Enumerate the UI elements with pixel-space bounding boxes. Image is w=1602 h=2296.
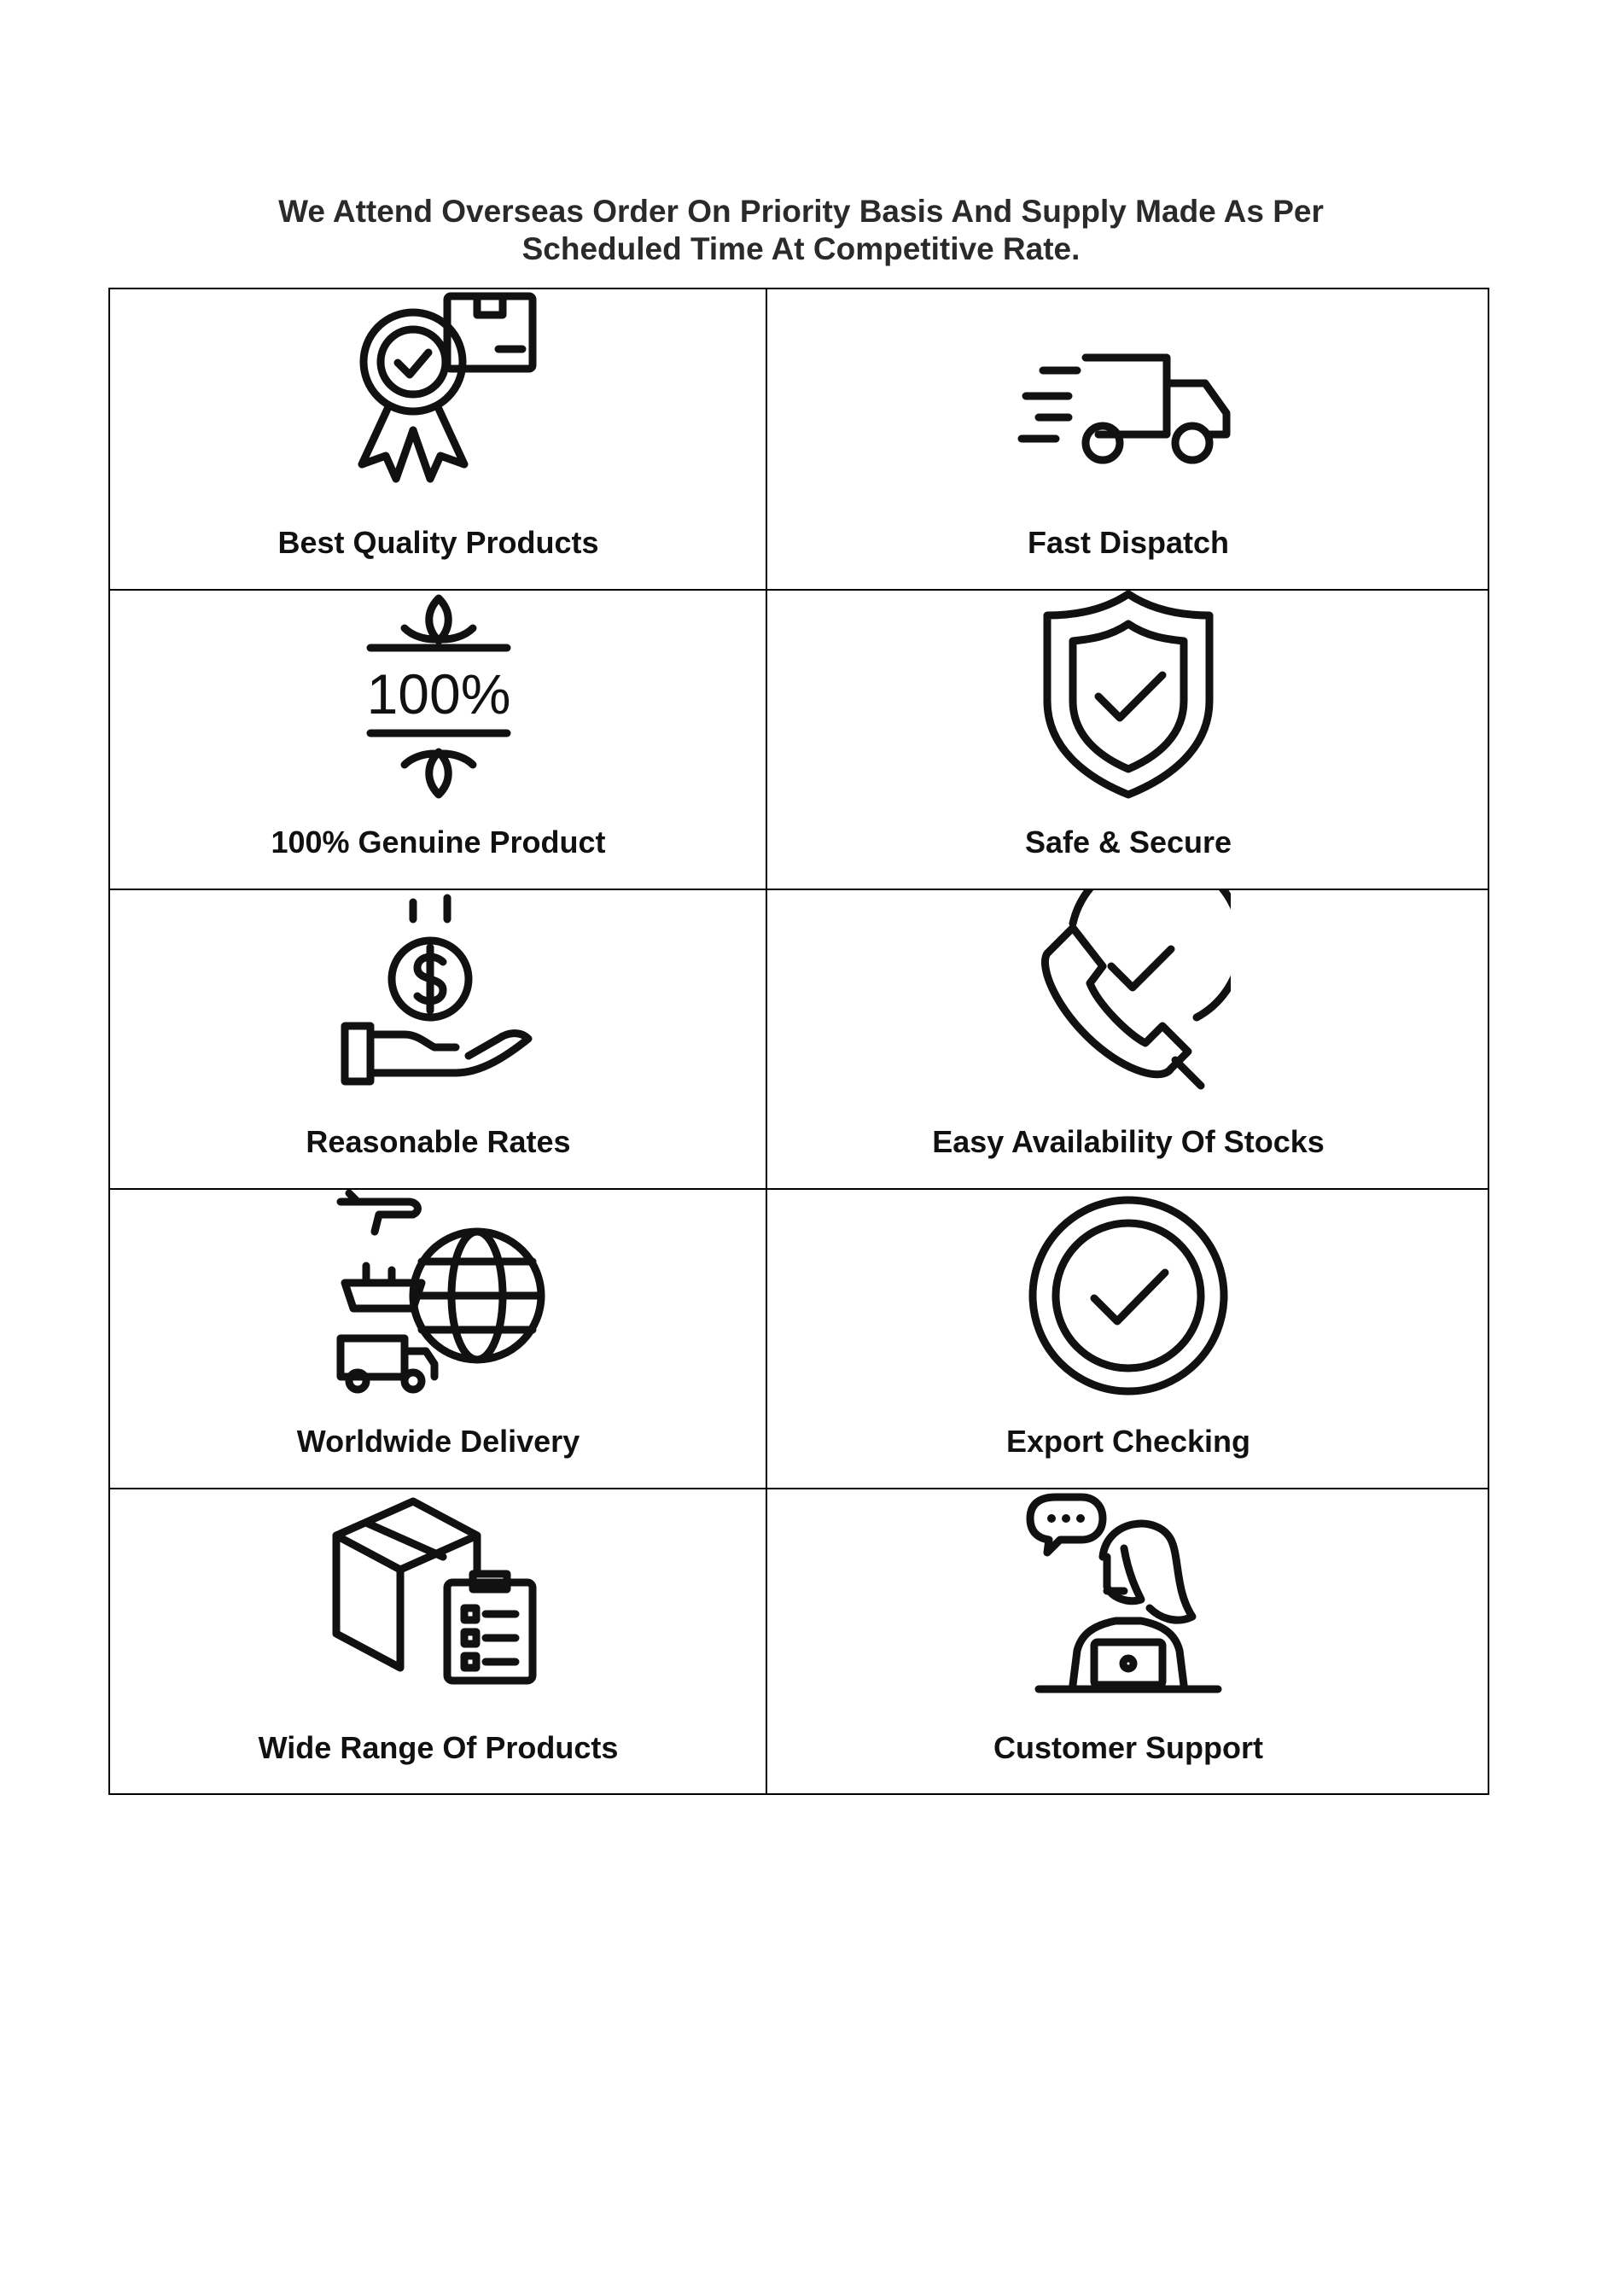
phone-check-icon <box>767 889 1489 1103</box>
feature-cell-export-checking <box>767 1189 1489 1489</box>
feature-cell-fast-dispatch <box>767 289 1489 590</box>
svg-text:100%: 100% <box>366 662 510 726</box>
feature-label: Fast Dispatch <box>1027 525 1230 560</box>
feature-cell-genuine <box>110 590 766 889</box>
quality-badge-icon <box>110 289 766 503</box>
genuine-100-icon <box>110 590 766 803</box>
features-table <box>108 288 1489 1795</box>
feature-label: Wide Range Of Products <box>258 1730 619 1765</box>
feature-label: Reasonable Rates <box>306 1124 571 1159</box>
customer-support-icon <box>767 1489 1489 1702</box>
hand-coin-icon <box>110 889 766 1103</box>
feature-cell-easy-availability <box>767 889 1489 1189</box>
feature-cell-wide-range <box>110 1489 766 1795</box>
feature-cell-worldwide-delivery <box>110 1189 766 1489</box>
feature-cell-reasonable-rates <box>110 889 766 1189</box>
delivery-truck-icon <box>767 289 1489 503</box>
circle-check-icon <box>767 1189 1489 1402</box>
feature-label: Customer Support <box>993 1730 1263 1765</box>
feature-label: 100% Genuine Product <box>271 825 606 860</box>
feature-cell-safe-secure <box>767 590 1489 889</box>
box-checklist-icon <box>110 1489 766 1702</box>
feature-label: Safe & Secure <box>1024 825 1232 860</box>
page-heading <box>0 193 1602 268</box>
globe-transport-icon <box>110 1189 766 1402</box>
heading-line-2: Scheduled Time At Competitive Rate. <box>521 231 1081 266</box>
shield-check-icon <box>767 590 1489 803</box>
feature-label: Export Checking <box>1005 1424 1251 1459</box>
heading-line-1: We Attend Overseas Order On Priority Basis And Supply Made As Per <box>278 194 1324 229</box>
feature-label: Easy Availability Of Stocks <box>932 1124 1325 1159</box>
feature-label: Best Quality Products <box>277 525 599 560</box>
feature-cell-customer-support <box>767 1489 1489 1795</box>
feature-label: Worldwide Delivery <box>296 1424 580 1459</box>
feature-cell-best-quality <box>110 289 766 590</box>
